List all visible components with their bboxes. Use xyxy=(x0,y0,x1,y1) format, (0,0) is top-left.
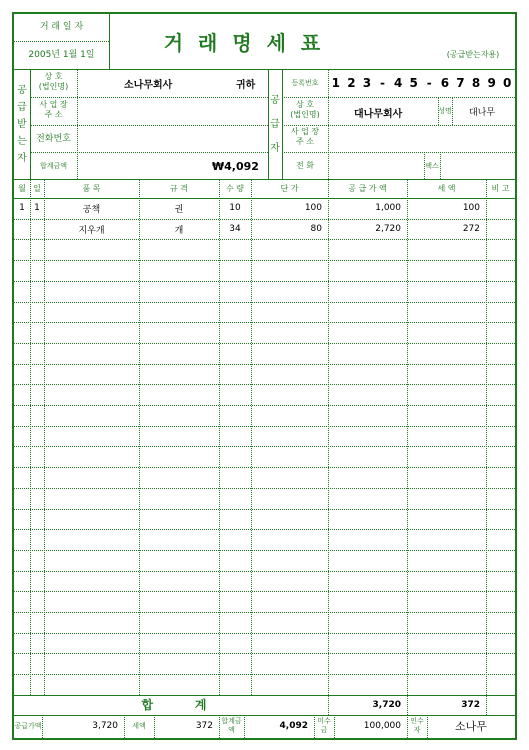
column-header: 규 격 xyxy=(170,183,188,193)
reg-digit: 5 xyxy=(409,76,418,90)
column-header: 세 액 xyxy=(437,183,456,193)
table-cell xyxy=(486,198,515,219)
receiver-name-label: 상 호 (법인명) xyxy=(38,72,69,91)
row-divider xyxy=(14,281,515,282)
footer-divider xyxy=(154,715,155,738)
supplier-name-label: 상 호 (법인명) xyxy=(290,100,320,119)
footer-unpaid-label: 미수금 xyxy=(317,717,331,735)
row-divider xyxy=(14,405,515,406)
column-divider xyxy=(219,179,220,695)
table-cell: 34 xyxy=(229,224,241,235)
supplier-name-value: 대나무회사 xyxy=(354,109,403,120)
receiver-phone-label: 전화번호 xyxy=(36,134,71,144)
column-divider xyxy=(44,179,45,695)
receiver-total-label: 합계금액 xyxy=(39,162,68,170)
footer-total-label: 합계금액 xyxy=(221,717,242,735)
row-divider xyxy=(14,446,515,447)
receiver-total-value: ₩4,092 xyxy=(212,160,259,173)
table-cell: 2,720 xyxy=(375,224,401,235)
footer-divider xyxy=(124,715,125,738)
row-divider xyxy=(14,343,515,344)
table-cell xyxy=(14,219,30,240)
row-divider xyxy=(14,467,515,468)
supplier-fax-label: 팩스 xyxy=(425,162,439,170)
row-divider xyxy=(14,239,515,240)
table-cell: 개 xyxy=(174,225,184,236)
column-header: 수 량 xyxy=(226,183,244,193)
reg-digit: 2 xyxy=(347,76,356,90)
column-divider xyxy=(407,179,408,695)
footer-tax-label: 세액 xyxy=(132,721,146,730)
row-divider xyxy=(14,653,515,654)
reg-digit: 1 xyxy=(331,76,340,90)
column-divider xyxy=(486,179,487,695)
footer-tax-value: 372 xyxy=(195,721,213,732)
footer-total-value: 4,092 xyxy=(279,721,308,732)
document-subtitle: (공급받는자용) xyxy=(446,50,500,59)
reg-digit: 7 xyxy=(456,76,465,90)
row-divider xyxy=(14,302,515,303)
footer-receiver-value: 소나무 xyxy=(455,720,487,734)
footer-divider xyxy=(427,715,428,738)
table-cell: 지우개 xyxy=(78,225,105,236)
reg-digit: 9 xyxy=(487,76,496,90)
total-supply: 3,720 xyxy=(372,699,401,710)
footer-supply-value: 3,720 xyxy=(92,721,118,732)
total-tax: 372 xyxy=(461,699,480,710)
row-divider xyxy=(14,364,515,365)
date-value: 2005년 1월 1일 xyxy=(28,50,95,60)
reg-digit: 8 xyxy=(471,76,481,90)
reg-digit: - xyxy=(380,76,386,90)
invoice-sheet xyxy=(12,12,517,740)
receiver-side-label: 공급받는자 xyxy=(17,84,27,164)
reg-digit: 4 xyxy=(393,76,403,90)
row-divider xyxy=(14,488,515,489)
footer-divider xyxy=(219,715,220,738)
table-cell: 1 xyxy=(34,203,40,214)
row-divider xyxy=(14,384,515,385)
receiver-address-label: 사 업 장 주 소 xyxy=(39,100,68,119)
supplier-rep-value: 대나무 xyxy=(468,108,496,118)
row-divider xyxy=(14,509,515,510)
column-divider xyxy=(328,179,329,695)
supplier-address-label: 사 업 장 주 소 xyxy=(290,127,320,146)
footer-unpaid-value: 100,000 xyxy=(363,721,401,732)
reg-digit: - xyxy=(426,76,432,90)
table-cell: 권 xyxy=(174,204,184,215)
footer-divider xyxy=(42,715,43,738)
column-header: 일 xyxy=(33,183,41,193)
reg-digit: 3 xyxy=(362,76,372,90)
column-header: 품 목 xyxy=(82,183,101,193)
column-header: 비 고 xyxy=(491,183,510,193)
row-divider xyxy=(14,426,515,427)
reg-digit: 6 xyxy=(440,76,450,90)
footer-divider xyxy=(244,715,245,738)
table-cell: 80 xyxy=(310,224,322,235)
column-header: 월 xyxy=(18,183,26,193)
row-divider xyxy=(14,633,515,634)
row-divider xyxy=(14,260,515,261)
column-divider xyxy=(30,179,31,695)
footer-divider xyxy=(314,715,315,738)
supplier-side-label: 공급자 xyxy=(270,95,280,154)
table-cell: 1 xyxy=(19,203,25,214)
supplier-phone-label: 전 화 xyxy=(296,161,314,170)
row-divider xyxy=(14,529,515,530)
supplier-reg-label: 등록번호 xyxy=(291,79,319,87)
row-divider xyxy=(14,674,515,675)
row-divider xyxy=(14,591,515,592)
column-header: 단 가 xyxy=(280,183,299,193)
receiver-name-suffix: 귀하 xyxy=(236,80,256,91)
table-cell: 1,000 xyxy=(375,203,401,214)
table-cell: 10 xyxy=(229,203,241,214)
row-divider xyxy=(14,550,515,551)
table-cell xyxy=(30,219,44,240)
footer-receiver-label: 인수자 xyxy=(410,717,424,735)
table-cell: 공책 xyxy=(82,204,101,215)
supplier-rep-label: 성명 xyxy=(438,106,452,115)
column-divider xyxy=(139,179,140,695)
total-label: 합 계 xyxy=(141,698,207,713)
table-cell: 100 xyxy=(462,203,480,214)
table-cell: 272 xyxy=(462,224,480,235)
row-divider xyxy=(14,571,515,572)
receiver-name-value: 소나무회사 xyxy=(124,80,173,91)
column-divider xyxy=(486,695,487,715)
row-divider xyxy=(14,322,515,323)
table-cell xyxy=(486,219,515,240)
document-title: 거 래 명 세 표 xyxy=(163,30,325,55)
footer-supply-label: 공급가액 xyxy=(14,721,42,730)
footer-divider xyxy=(334,715,335,738)
footer-divider xyxy=(407,715,408,738)
column-header: 공 급 가 액 xyxy=(348,183,387,193)
row-divider xyxy=(14,612,515,613)
reg-digit: 0 xyxy=(503,76,512,90)
table-cell: 100 xyxy=(304,203,322,214)
column-divider xyxy=(251,179,252,695)
date-label: 거 래 일 자 xyxy=(39,22,84,32)
